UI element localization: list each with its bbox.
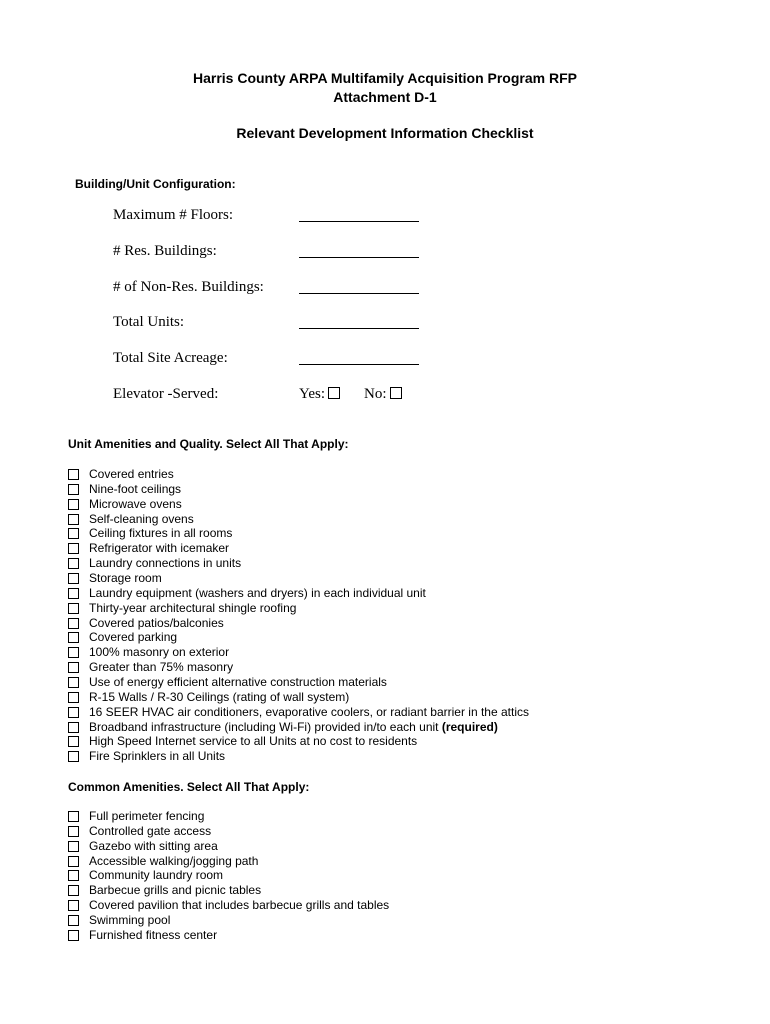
checklist-item[interactable]	[68, 928, 389, 943]
checkbox[interactable]	[68, 677, 79, 688]
checkbox[interactable]	[68, 856, 79, 867]
item-text: Broadband infrastructure (including Wi-Fi) provided in/to each unit	[89, 719, 442, 734]
item-label: Gazebo with sitting area	[89, 838, 218, 853]
item-label: Covered patios/balconies	[89, 615, 224, 630]
checklist-item[interactable]	[68, 482, 529, 497]
common-amenities-list	[68, 809, 389, 943]
common-amenities-section-title: Common Amenities. Select All That Apply:	[68, 780, 310, 794]
checkbox[interactable]	[68, 915, 79, 926]
checklist-item[interactable]	[68, 690, 529, 705]
item-label: R-15 Walls / R-30 Ceilings (rating of wall system)	[89, 689, 350, 704]
checkbox[interactable]	[68, 603, 79, 614]
checkbox[interactable]	[68, 736, 79, 747]
checklist-item[interactable]	[68, 660, 529, 675]
attachment-label: Attachment D-1	[333, 89, 437, 105]
item-label: 100% masonry on exterior	[89, 645, 230, 660]
checkbox[interactable]	[68, 826, 79, 837]
checkbox[interactable]	[68, 484, 79, 495]
checkbox[interactable]	[68, 870, 79, 881]
checklist-item[interactable]	[68, 734, 529, 749]
checklist-item[interactable]	[68, 616, 529, 631]
checklist-item[interactable]	[68, 705, 529, 720]
elevator-no-label: No:	[364, 386, 387, 402]
item-label: Accessible walking/jogging path	[89, 853, 259, 868]
checkbox[interactable]	[68, 930, 79, 941]
checkbox[interactable]	[68, 543, 79, 554]
checkbox[interactable]	[68, 588, 79, 599]
res-buildings-label: # Res. Buildings:	[113, 243, 217, 259]
total-units-label: Total Units:	[113, 314, 185, 330]
elevator-yes-checkbox[interactable]	[328, 387, 340, 399]
item-label: Ceiling fixtures in all rooms	[89, 526, 233, 541]
checklist-item[interactable]	[68, 497, 529, 512]
checklist-item[interactable]	[68, 467, 529, 482]
total-site-acreage-label: Total Site Acreage:	[113, 350, 228, 366]
item-label: Community laundry room	[89, 868, 224, 883]
checklist-item[interactable]	[68, 571, 529, 586]
checkbox[interactable]	[68, 751, 79, 762]
total-site-acreage-field[interactable]	[299, 364, 419, 365]
checklist-item[interactable]	[68, 824, 389, 839]
max-floors-label: Maximum # Floors:	[113, 207, 234, 223]
item-label: Self-cleaning ovens	[89, 511, 194, 526]
item-label: Microwave ovens	[89, 496, 182, 511]
checkbox[interactable]	[68, 632, 79, 643]
elevator-yes-label: Yes:	[299, 386, 325, 402]
checklist-item[interactable]	[68, 601, 529, 616]
item-label: Refrigerator with icemaker	[89, 541, 230, 556]
checklist-item[interactable]	[68, 586, 529, 601]
elevator-no-option[interactable]	[364, 386, 402, 403]
checklist-item[interactable]	[68, 809, 389, 824]
checkbox[interactable]	[68, 707, 79, 718]
item-label: Swimming pool	[89, 913, 171, 928]
item-label: Barbecue grills and picnic tables	[89, 883, 262, 898]
checklist-item[interactable]	[68, 675, 529, 690]
item-label: Covered pavilion that includes barbecue grills and tables	[89, 898, 390, 913]
total-units-field[interactable]	[299, 328, 419, 329]
item-label: Controlled gate access	[89, 823, 212, 838]
unit-amenities-section-title: Unit Amenities and Quality. Select All That Apply:	[68, 437, 349, 451]
checkbox[interactable]	[68, 499, 79, 510]
checkbox[interactable]	[68, 841, 79, 852]
elevator-no-checkbox[interactable]	[390, 387, 402, 399]
item-label: Furnished fitness center	[89, 927, 218, 942]
item-label: Thirty-year architectural shingle roofing	[89, 600, 297, 615]
item-label: Storage room	[89, 571, 162, 586]
item-label: Fire Sprinklers in all Units	[89, 749, 226, 764]
elevator-served-label: Elevator -Served:	[113, 386, 219, 402]
item-label: Laundry connections in units	[89, 556, 242, 571]
item-label: High Speed Internet service to all Units at no cost to residents	[89, 734, 418, 749]
checklist-item[interactable]	[68, 645, 529, 660]
checkbox[interactable]	[68, 573, 79, 584]
item-label: Use of energy efficient alternative construction materials	[89, 675, 387, 690]
checklist-item[interactable]	[68, 898, 389, 913]
document-title: Harris County ARPA Multifamily Acquisition Program RFP	[192, 70, 577, 86]
item-label: Laundry equipment (washers and dryers) in each individual unit	[89, 585, 426, 600]
checklist-title: Relevant Development Information Checklist	[236, 125, 534, 141]
checklist-item[interactable]	[68, 526, 529, 541]
checklist-item[interactable]	[68, 630, 529, 645]
checkbox[interactable]	[68, 722, 79, 733]
non-res-buildings-field[interactable]	[299, 293, 419, 294]
checkbox[interactable]	[68, 885, 79, 896]
elevator-yes-option[interactable]	[299, 386, 340, 403]
building-section-title: Building/Unit Configuration:	[75, 177, 236, 191]
item-label: Greater than 75% masonry	[89, 660, 234, 675]
checklist-item[interactable]	[68, 883, 389, 898]
unit-amenities-list	[68, 467, 529, 764]
checkbox[interactable]	[68, 647, 79, 658]
checklist-item[interactable]	[68, 541, 529, 556]
checkbox[interactable]	[68, 692, 79, 703]
item-label: Full perimeter fencing	[89, 809, 205, 823]
checklist-item[interactable]	[68, 854, 389, 869]
item-label: Covered entries	[89, 467, 174, 481]
checklist-item[interactable]	[68, 512, 529, 527]
checklist-item[interactable]	[68, 868, 389, 883]
checklist-item[interactable]	[68, 720, 529, 735]
res-buildings-field[interactable]	[299, 257, 419, 258]
checkbox[interactable]	[68, 900, 79, 911]
max-floors-field[interactable]	[299, 221, 419, 222]
item-label: 16 SEER HVAC air conditioners, evaporative coolers, or radiant barrier in the attics	[89, 704, 529, 719]
item-label: Covered parking	[89, 630, 178, 645]
checklist-item[interactable]	[68, 749, 529, 764]
checkbox[interactable]	[68, 514, 79, 525]
item-label: Nine-foot ceilings	[89, 481, 182, 496]
checklist-item[interactable]	[68, 556, 529, 571]
checkbox[interactable]	[68, 558, 79, 569]
checkbox[interactable]	[68, 528, 79, 539]
checkbox[interactable]	[68, 618, 79, 629]
checkbox[interactable]	[68, 469, 79, 480]
required-note: (required)	[441, 719, 498, 734]
item-label	[89, 720, 498, 735]
checklist-item[interactable]	[68, 839, 389, 854]
non-res-buildings-label: # of Non-Res. Buildings:	[113, 279, 264, 295]
checklist-item[interactable]	[68, 913, 389, 928]
checkbox[interactable]	[68, 662, 79, 673]
checkbox[interactable]	[68, 811, 79, 822]
